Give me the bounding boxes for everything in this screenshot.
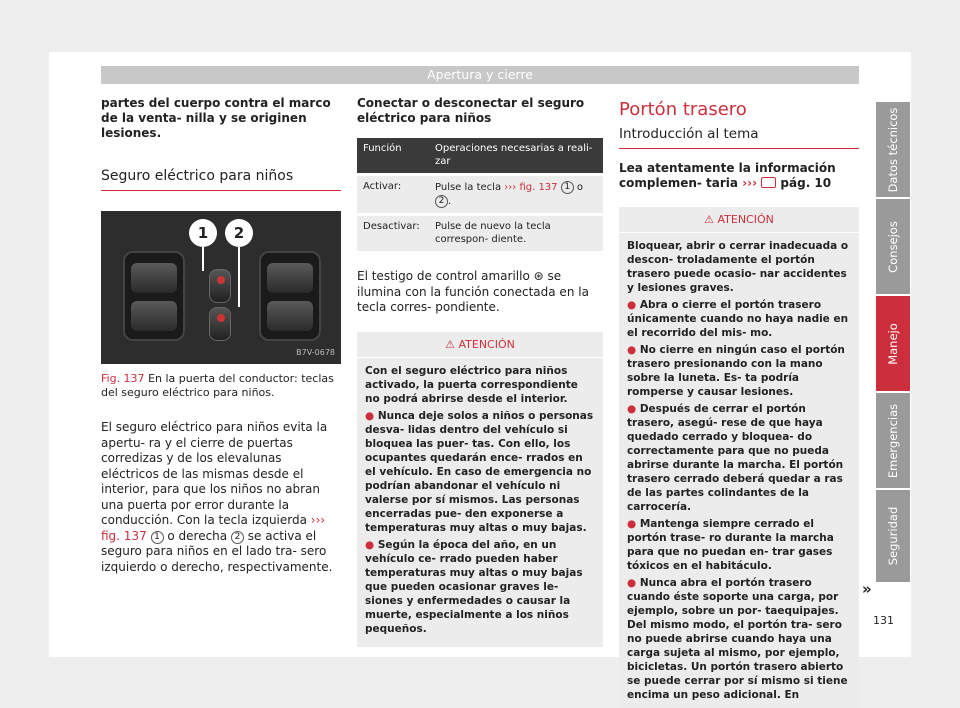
bullet-icon: ● bbox=[627, 577, 640, 589]
callout-2: 2 bbox=[225, 219, 253, 247]
lead-paragraph bbox=[619, 161, 859, 191]
warning-bullet bbox=[627, 576, 851, 702]
led-indicator bbox=[217, 276, 225, 284]
warning-paragraph: Bloquear, abrir o cerrar inadecuada o descon- troladamente el portón trasero puede ocasio- nar accidentes y lesiones graves. bbox=[627, 240, 849, 294]
cell-text: Pulse la tecla bbox=[435, 182, 502, 193]
bullet-text: Nunca abra el portón trasero cuando éste soporte una carga, por ejemplo, sobre un por- taequipajes. Del mismo modo, el portón tra- sero no puede abrirse cuando haya una carga sujeta al mismo, por ejemplo, bicicletas. Un portón trasero abierto se puede cerrar por sí mismo si tiene encima un peso adicional. En bbox=[627, 577, 848, 701]
intro-text: partes del cuerpo contra el marco de la venta- nilla y se originen lesiones. bbox=[101, 96, 331, 140]
warning-box bbox=[619, 207, 859, 708]
indicator-text-1: El testigo de control amarillo bbox=[357, 269, 530, 283]
column-right bbox=[619, 96, 859, 708]
subsection-heading: Conectar o desconectar el seguro eléctrico para niños bbox=[357, 96, 585, 125]
warning-header bbox=[357, 332, 603, 358]
key-number-2: 2 bbox=[231, 531, 244, 544]
callout-1: 1 bbox=[189, 219, 217, 247]
caption-text: En la puerta del conductor: teclas del seguro eléctrico para niños. bbox=[101, 372, 334, 399]
bullet-icon: ● bbox=[627, 299, 640, 311]
tab-manejo[interactable] bbox=[876, 296, 910, 391]
table-row bbox=[357, 215, 603, 252]
warning-body bbox=[357, 358, 603, 636]
child-lock-button-1 bbox=[209, 269, 231, 303]
key-number-1: 1 bbox=[151, 531, 164, 544]
bullet-icon: ● bbox=[627, 518, 640, 530]
child-lock-indicator-icon: ⊛ bbox=[533, 269, 544, 283]
bullet-text: Según la época del año, en un vehículo ce- rrado pueden haber temperaturas muy altas o muy bajas que pueden ocasionar graves le- siones y enfermedades o causar la muerte, especialmente a los niños pequeños. bbox=[365, 538, 583, 635]
window-switch bbox=[267, 263, 313, 293]
figure-link[interactable]: ››› fig. 137 bbox=[101, 513, 326, 543]
warning-header bbox=[619, 207, 859, 233]
indicator-text-2: se ilumina con la función conectada en la tecla corres- pondiente. bbox=[357, 269, 589, 314]
table-header-operations: Operaciones necesarias a reali- zar bbox=[429, 138, 603, 175]
column-middle bbox=[357, 96, 603, 647]
key-number-1: 1 bbox=[561, 181, 574, 194]
bullet-text: No cierre en ningún caso el portón trasero presionando con la mano sobre la luneta. Es- ta podría romperse y causar lesiones. bbox=[627, 344, 845, 398]
indicator-paragraph bbox=[357, 269, 603, 316]
bullet-text: Mantenga siempre cerrado el portón trase- ro durante la marcha para que no puedan en- trar gases tóxicos en el habitáculo. bbox=[627, 518, 834, 572]
child-lock-button-2 bbox=[209, 307, 231, 341]
body-text-3: se activa el seguro para niños en el lado tra- sero izquierdo o derecho, respectivamente. bbox=[101, 528, 333, 574]
tab-label: Datos técnicos bbox=[886, 107, 900, 192]
bullet-text: Abra o cierre el portón trasero únicamente cuando no haya nadie en el recorrido del mis- mo. bbox=[627, 299, 849, 339]
subtitle: Introducción al tema bbox=[619, 127, 859, 149]
table-cell-key: Activar: bbox=[357, 175, 429, 215]
chapter-header: Apertura y cierre bbox=[101, 66, 859, 84]
page-number: 131 bbox=[873, 614, 894, 627]
page-link[interactable]: ››› bbox=[742, 176, 758, 190]
tab-label: Emergencias bbox=[886, 403, 900, 478]
tab-emergencias[interactable] bbox=[876, 393, 910, 488]
window-switch bbox=[267, 301, 313, 331]
table-cell-value bbox=[429, 175, 603, 215]
table-header-function: Función bbox=[357, 138, 429, 175]
warning-box bbox=[357, 332, 603, 647]
body-text-1: El seguro eléctrico para niños evita la apertu- ra y el cierre de puertas corredizas y de los elevalunas eléctricos de las mismas desde el interior, para que los niños no abran una puerta por error durante la conducción. Con la tecla izquierda bbox=[101, 420, 328, 527]
figure-child-lock-switches bbox=[101, 211, 341, 364]
key-number-2: 2 bbox=[435, 195, 448, 208]
callout-line bbox=[238, 247, 240, 307]
body-paragraph bbox=[101, 420, 341, 575]
bullet-icon: ● bbox=[627, 403, 640, 415]
table-cell-value: Pulse de nuevo la tecla correspon- diente. bbox=[429, 215, 603, 252]
continue-marker: » bbox=[862, 580, 872, 598]
warning-bullet bbox=[365, 538, 595, 636]
led-indicator bbox=[217, 314, 225, 322]
tab-seguridad[interactable] bbox=[876, 490, 910, 582]
section-title: Seguro eléctrico para niños bbox=[101, 169, 341, 191]
warning-bullet bbox=[627, 517, 851, 573]
column-left bbox=[101, 96, 341, 575]
bullet-icon: ● bbox=[627, 344, 640, 356]
warning-title: ATENCIÓN bbox=[717, 213, 774, 226]
window-switch-panel-left bbox=[123, 251, 185, 341]
caption-prefix: Fig. 137 bbox=[101, 372, 145, 385]
warning-bullet bbox=[365, 409, 595, 535]
figure-caption bbox=[101, 372, 341, 400]
operations-table bbox=[357, 138, 603, 251]
bullet-icon: ● bbox=[365, 409, 378, 422]
tab-datos-tecnicos[interactable] bbox=[876, 102, 910, 197]
figure-link[interactable]: ››› fig. 137 bbox=[504, 182, 558, 193]
warning-body bbox=[619, 233, 859, 702]
lead-text: Lea atentamente la información complemen- taria bbox=[619, 161, 836, 190]
main-title: Portón trasero bbox=[619, 99, 747, 120]
warning-bullet bbox=[627, 402, 851, 514]
cell-text: o bbox=[576, 182, 584, 193]
body-text-2: o derecha bbox=[167, 528, 228, 543]
bullet-text: Después de cerrar el portón trasero, asegú- rese de que haya quedado cerrado y bloquea- do correctamente para que no pueda abrirse durante la marcha. El portón trasero cerrado deberá quedar a ras de las partes colindantes de la carrocería. bbox=[627, 403, 844, 513]
window-switch bbox=[131, 301, 177, 331]
warning-triangle-icon: ⚠ bbox=[445, 337, 455, 351]
tab-label: Manejo bbox=[886, 322, 900, 365]
warning-bullet bbox=[627, 343, 851, 399]
callout-line bbox=[202, 247, 204, 271]
window-switch-panel-right bbox=[259, 251, 321, 341]
warning-title: ATENCIÓN bbox=[458, 337, 515, 351]
lead-page: pág. 10 bbox=[780, 176, 832, 190]
book-icon bbox=[761, 177, 776, 188]
warning-bullet bbox=[627, 298, 851, 340]
tab-label: Consejos bbox=[886, 220, 900, 273]
warning-paragraph: Con el seguro eléctrico para niños activado, la puerta correspondiente no podrá abrirse desde el interior. bbox=[365, 364, 578, 405]
cell-text: . bbox=[448, 195, 452, 207]
warning-triangle-icon: ⚠ bbox=[704, 213, 714, 226]
table-cell-key: Desactivar: bbox=[357, 215, 429, 252]
tab-consejos[interactable] bbox=[876, 199, 910, 294]
bullet-icon: ● bbox=[365, 538, 378, 551]
bullet-text: Nunca deje solos a niños o personas desva- lidas dentro del vehículo si bloquea las puer- tas. Con ello, los ocupantes quedarán ence- rrados en el vehículo. En caso de emergencia no podrían abandonar el vehículo ni valerse por sí mismos. Las personas encerradas pue- den exponerse a temperaturas muy altas o muy bajas. bbox=[365, 409, 594, 534]
figure-code: B7V-0678 bbox=[296, 348, 335, 357]
tab-label: Seguridad bbox=[886, 506, 900, 566]
window-switch bbox=[131, 263, 177, 293]
table-row bbox=[357, 175, 603, 215]
